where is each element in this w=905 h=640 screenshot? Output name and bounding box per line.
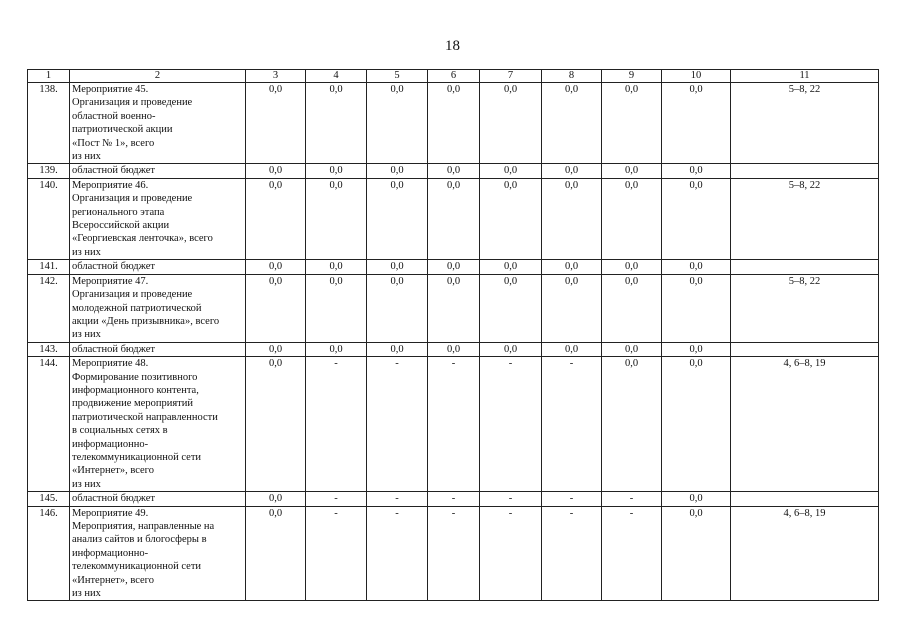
row-description: [70, 342, 246, 356]
description-line: информационно-: [72, 438, 149, 450]
row-description: [70, 274, 246, 342]
row-number: 142.: [28, 274, 70, 342]
description-line: телекоммуникационной сети: [72, 561, 202, 573]
row-description: [70, 164, 246, 178]
value-cell: 0,0: [480, 274, 542, 342]
value-cell: 0,0: [480, 342, 542, 356]
description-line: телекоммуникационной сети: [72, 451, 202, 463]
indicator-reference: [731, 260, 879, 274]
value-cell: 0,0: [367, 83, 428, 164]
description-line: «Интернет», всего: [72, 465, 154, 477]
column-header: 3: [246, 70, 306, 83]
table-row: [28, 178, 879, 259]
description-line: «Георгиевская ленточка», всего: [72, 233, 213, 245]
column-header: 5: [367, 70, 428, 83]
value-cell: 0,0: [480, 178, 542, 259]
value-cell: 0,0: [246, 164, 306, 178]
value-cell: 0,0: [246, 260, 306, 274]
value-cell: 0,0: [306, 342, 367, 356]
value-cell: 0,0: [662, 260, 731, 274]
table-row: [28, 492, 879, 506]
description-line: Мероприятие 48.: [72, 358, 149, 370]
table-body: [28, 83, 879, 601]
value-cell: -: [542, 506, 602, 601]
indicator-reference: 4, 6–8, 19: [731, 357, 879, 492]
row-number: 146.: [28, 506, 70, 601]
value-cell: -: [367, 492, 428, 506]
value-cell: 0,0: [542, 164, 602, 178]
value-cell: 0,0: [602, 178, 662, 259]
row-number: 139.: [28, 164, 70, 178]
description-line: Организация и проведение: [72, 97, 193, 109]
value-cell: -: [480, 357, 542, 492]
value-cell: -: [602, 506, 662, 601]
value-cell: 0,0: [428, 274, 480, 342]
column-header: 6: [428, 70, 480, 83]
value-cell: 0,0: [306, 260, 367, 274]
indicator-reference: 4, 6–8, 19: [731, 506, 879, 601]
description-line: Мероприятия, направленные на: [72, 521, 215, 532]
value-cell: 0,0: [662, 342, 731, 356]
value-cell: 0,0: [480, 164, 542, 178]
indicator-reference: [731, 342, 879, 356]
column-header: 2: [70, 70, 246, 83]
value-cell: 0,0: [367, 164, 428, 178]
column-header: 1: [28, 70, 70, 83]
value-cell: 0,0: [246, 83, 306, 164]
description-line: из них: [72, 151, 101, 163]
indicator-reference: 5–8, 22: [731, 83, 879, 164]
value-cell: 0,0: [428, 178, 480, 259]
description-line: Формирование позитивного: [72, 371, 198, 383]
value-cell: 0,0: [542, 178, 602, 259]
value-cell: -: [542, 357, 602, 492]
description-line: молодежной патриотической: [72, 302, 202, 314]
row-description: [70, 260, 246, 274]
description-line: областной бюджет: [72, 343, 155, 355]
value-cell: 0,0: [602, 83, 662, 164]
description-line: Мероприятие 45.: [72, 84, 149, 95]
value-cell: 0,0: [367, 342, 428, 356]
value-cell: 0,0: [602, 342, 662, 356]
column-header: 4: [306, 70, 367, 83]
column-header: 9: [602, 70, 662, 83]
value-cell: 0,0: [602, 274, 662, 342]
description-line: информационного контента,: [72, 384, 199, 396]
value-cell: -: [306, 357, 367, 492]
value-cell: 0,0: [428, 83, 480, 164]
value-cell: -: [602, 492, 662, 506]
description-line: патриотической акции: [72, 124, 173, 136]
page-number: 18: [445, 38, 460, 54]
row-number: 138.: [28, 83, 70, 164]
description-line: Мероприятие 46.: [72, 179, 149, 191]
value-cell: -: [306, 492, 367, 506]
value-cell: 0,0: [602, 260, 662, 274]
table-row: [28, 342, 879, 356]
description-line: «Интернет», всего: [72, 574, 154, 586]
value-cell: 0,0: [246, 342, 306, 356]
description-line: Мероприятие 47.: [72, 275, 149, 287]
value-cell: -: [480, 506, 542, 601]
row-description: [70, 357, 246, 492]
value-cell: 0,0: [306, 83, 367, 164]
value-cell: 0,0: [542, 83, 602, 164]
indicator-reference: 5–8, 22: [731, 274, 879, 342]
column-header: 8: [542, 70, 602, 83]
table-row: [28, 260, 879, 274]
value-cell: 0,0: [367, 178, 428, 259]
description-line: областной бюджет: [72, 493, 155, 505]
value-cell: -: [542, 492, 602, 506]
value-cell: 0,0: [542, 274, 602, 342]
value-cell: -: [306, 506, 367, 601]
value-cell: 0,0: [662, 357, 731, 492]
column-header: 10: [662, 70, 731, 83]
table-row: [28, 274, 879, 342]
row-number: 141.: [28, 260, 70, 274]
indicator-reference: [731, 164, 879, 178]
description-line: акции «День призывника», всего: [72, 315, 220, 327]
description-line: областной бюджет: [72, 261, 155, 273]
description-line: из них: [72, 329, 101, 341]
value-cell: 0,0: [246, 357, 306, 492]
value-cell: 0,0: [246, 274, 306, 342]
description-line: из них: [72, 478, 101, 490]
value-cell: 0,0: [662, 83, 731, 164]
row-number: 143.: [28, 342, 70, 356]
description-line: анализ сайтов и блогосферы в: [72, 534, 207, 546]
row-description: [70, 178, 246, 259]
table-row: [28, 357, 879, 492]
value-cell: 0,0: [542, 342, 602, 356]
value-cell: 0,0: [602, 164, 662, 178]
value-cell: -: [428, 506, 480, 601]
description-line: из них: [72, 588, 101, 600]
value-cell: -: [428, 492, 480, 506]
column-header: 11: [731, 70, 879, 83]
description-line: в социальных сетях в: [72, 425, 168, 437]
description-line: Организация и проведение: [72, 193, 193, 205]
value-cell: 0,0: [662, 178, 731, 259]
value-cell: 0,0: [246, 492, 306, 506]
column-header: 7: [480, 70, 542, 83]
description-line: продвижение мероприятий: [72, 398, 193, 410]
indicator-reference: 5–8, 22: [731, 178, 879, 259]
description-line: Всероссийской акции: [72, 220, 170, 232]
table-row: [28, 164, 879, 178]
value-cell: 0,0: [246, 506, 306, 601]
value-cell: 0,0: [662, 506, 731, 601]
value-cell: 0,0: [306, 164, 367, 178]
table-row: [28, 506, 879, 601]
description-line: регионального этапа: [72, 206, 165, 218]
row-description: [70, 492, 246, 506]
row-description: [70, 83, 246, 164]
value-cell: 0,0: [480, 260, 542, 274]
row-description: [70, 506, 246, 601]
value-cell: 0,0: [367, 260, 428, 274]
description-line: областной военно-: [72, 110, 156, 122]
description-line: Мероприятие 49.: [72, 507, 149, 519]
value-cell: 0,0: [428, 164, 480, 178]
column-header-row: [28, 70, 879, 83]
value-cell: 0,0: [662, 164, 731, 178]
value-cell: 0,0: [480, 83, 542, 164]
value-cell: 0,0: [428, 260, 480, 274]
value-cell: 0,0: [246, 178, 306, 259]
value-cell: -: [367, 357, 428, 492]
description-line: из них: [72, 246, 101, 258]
description-line: областной бюджет: [72, 165, 155, 177]
description-line: «Пост № 1», всего: [72, 137, 155, 149]
description-line: информационно-: [72, 547, 149, 559]
value-cell: 0,0: [662, 492, 731, 506]
value-cell: 0,0: [367, 274, 428, 342]
description-line: Организация и проведение: [72, 289, 193, 301]
value-cell: 0,0: [306, 274, 367, 342]
value-cell: 0,0: [542, 260, 602, 274]
row-number: 140.: [28, 178, 70, 259]
row-number: 144.: [28, 357, 70, 492]
budget-table: [27, 69, 879, 601]
value-cell: -: [367, 506, 428, 601]
table-row: [28, 83, 879, 164]
row-number: 145.: [28, 492, 70, 506]
value-cell: -: [480, 492, 542, 506]
value-cell: 0,0: [662, 274, 731, 342]
description-line: патриотической направленности: [72, 411, 218, 423]
value-cell: -: [428, 357, 480, 492]
value-cell: 0,0: [602, 357, 662, 492]
indicator-reference: [731, 492, 879, 506]
value-cell: 0,0: [306, 178, 367, 259]
value-cell: 0,0: [428, 342, 480, 356]
